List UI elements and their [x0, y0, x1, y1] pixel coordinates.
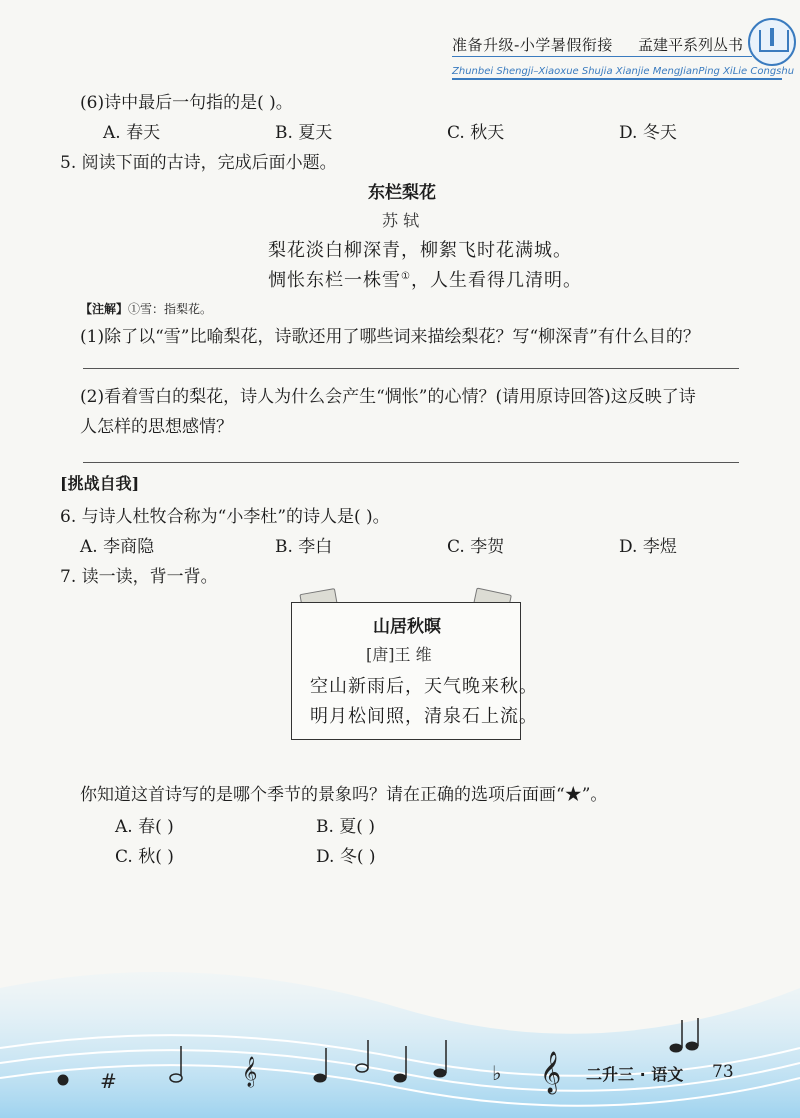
- option-c: C. 秋天: [447, 123, 505, 143]
- option-a: A. 李商隐: [80, 537, 155, 557]
- page-number: 73: [712, 1062, 734, 1082]
- sub-question-1: (1)除了以“雪”比喻梨花，诗歌还用了哪些词来描绘梨花？写“柳深青”有什么目的？: [80, 327, 700, 347]
- answer-line[interactable]: [83, 462, 739, 463]
- book-title: 准备升级-小学暑假衔接: [452, 36, 613, 54]
- poem-title: 山居秋暝: [373, 617, 441, 637]
- header-pinyin: Zhunbei Shengji–Xiaoxue Shujia Xianjie MengJianPing XiLie Congshu: [452, 66, 795, 77]
- poem-line-1: 空山新雨后，天气晚来秋。: [310, 676, 538, 697]
- publisher-logo-icon: [748, 18, 796, 66]
- poem-line-2: 明月松间照，清泉石上流。: [310, 706, 538, 727]
- svg-text:𝄞: 𝄞: [242, 1057, 258, 1087]
- question-stem: (6)诗中最后一句指的是( )。: [80, 93, 293, 113]
- poem-line-1: 梨花淡白柳深青，柳絮飞时花满城。: [268, 240, 572, 261]
- answer-line[interactable]: [83, 368, 739, 369]
- sub-question-2: (2)看着雪白的梨花，诗人为什么会产生“惆怅”的心情？(请用原诗回答)这反映了诗: [80, 387, 696, 407]
- option-c: C. 李贺: [447, 537, 505, 557]
- header-rule-bold: [452, 78, 782, 80]
- option-d: D. 李煜: [619, 537, 677, 557]
- question-6-stem: 6. 与诗人杜牧合称为“小李杜”的诗人是( )。: [60, 507, 390, 527]
- option-b[interactable]: B. 夏( ): [316, 817, 375, 837]
- option-a[interactable]: A. 春( ): [115, 817, 174, 837]
- season-question: 你知道这首诗写的是哪个季节的景象吗？请在正确的选项后面画“★”。: [80, 785, 608, 805]
- question-5-stem: 5. 阅读下面的古诗，完成后面小题。: [60, 153, 337, 173]
- poem-line-2: 惆怅东栏一株雪①，人生看得几清明。: [268, 270, 582, 291]
- option-d: D. 冬天: [619, 123, 677, 143]
- svg-text:#: #: [100, 1069, 117, 1093]
- header-rule: [452, 56, 752, 57]
- poem-author: 苏 轼: [382, 211, 420, 230]
- option-b: B. 李白: [275, 537, 333, 557]
- annotation: 【注解】①雪：指梨花。: [80, 302, 213, 316]
- option-a: A. 春天: [103, 123, 161, 143]
- poem-title: 东栏梨花: [368, 183, 436, 203]
- challenge-heading: [挑战自我]: [60, 474, 140, 493]
- poem-author: [唐]王 维: [366, 645, 432, 664]
- sub-question-2-cont: 人怎样的思想感情？: [80, 417, 233, 437]
- option-b: B. 夏天: [275, 123, 333, 143]
- question-7-stem: 7. 读一读，背一背。: [60, 567, 218, 587]
- option-d[interactable]: D. 冬( ): [316, 847, 376, 867]
- music-wave-decoration: [0, 928, 800, 1118]
- footer-section: 二升三 · 语文: [586, 1065, 684, 1084]
- series-name: 孟建平系列丛书: [638, 36, 744, 54]
- svg-text:𝄞: 𝄞: [540, 1052, 562, 1093]
- svg-text:♭: ♭: [492, 1061, 502, 1085]
- option-c[interactable]: C. 秋( ): [115, 847, 174, 867]
